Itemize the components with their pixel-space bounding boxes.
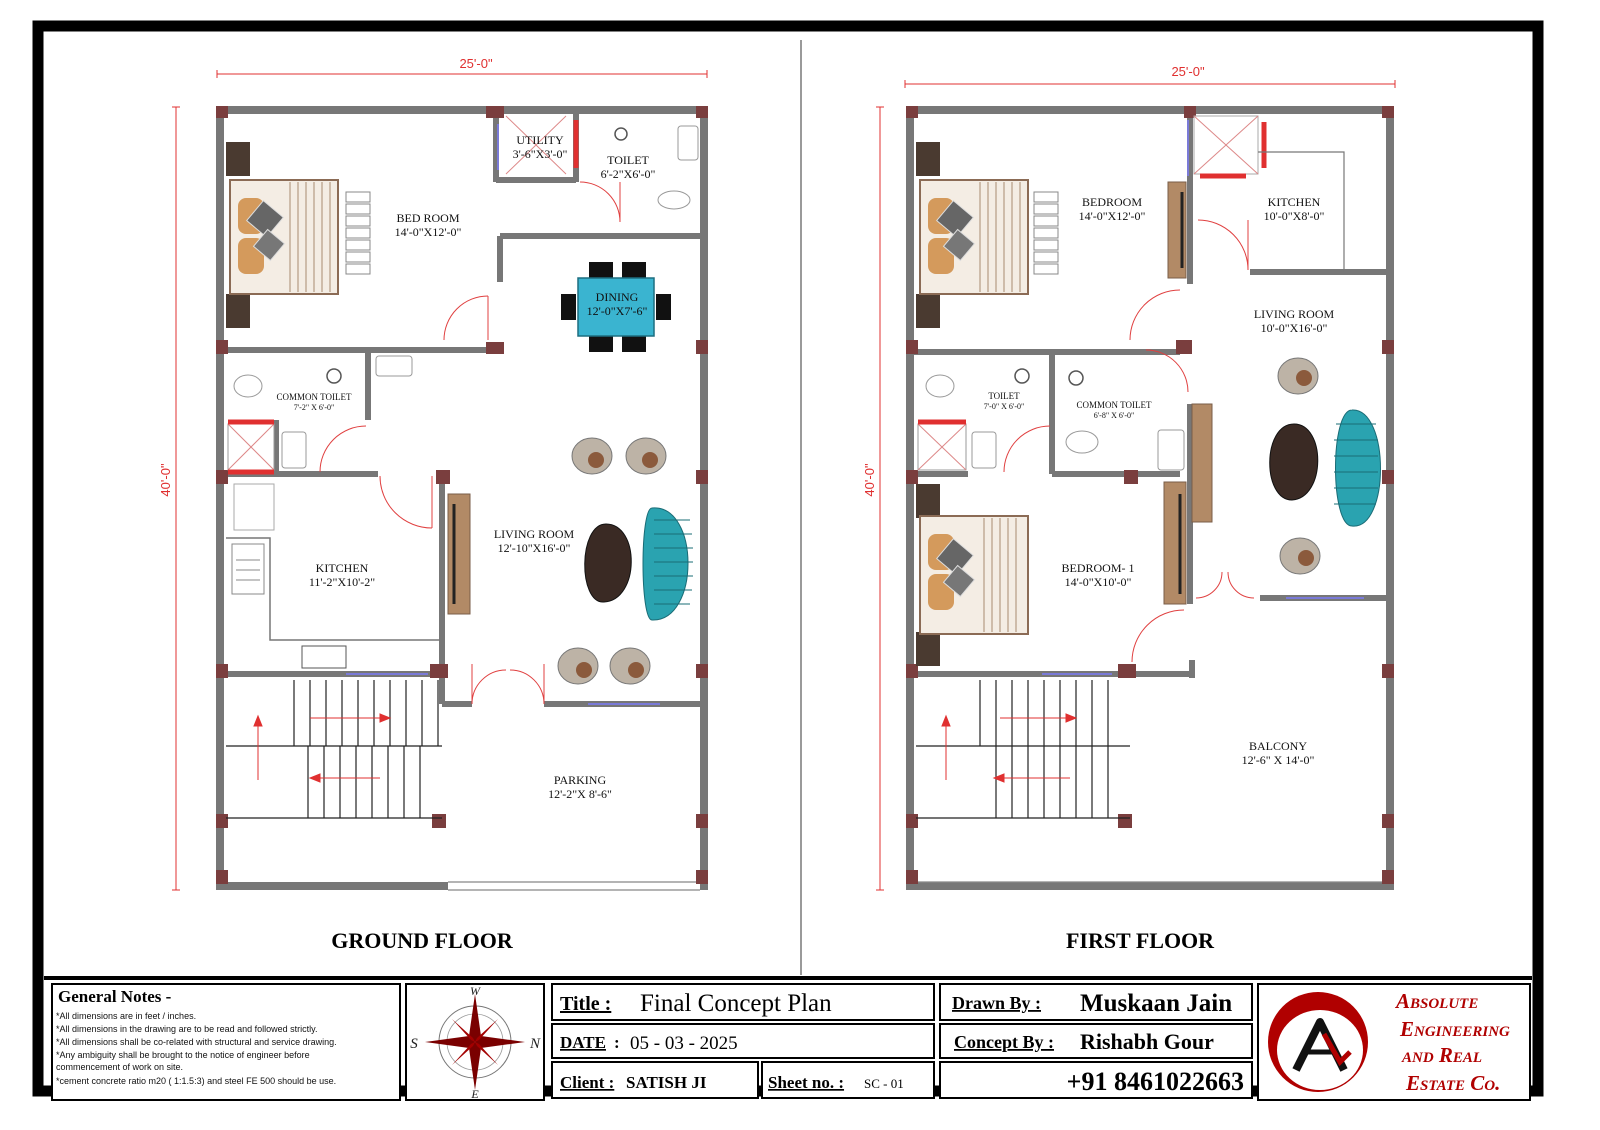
- first-floor-plan: [862, 64, 1395, 953]
- ff-bed: [916, 142, 1028, 328]
- ff-room-kitchen-name: KITCHEN: [1267, 195, 1321, 209]
- gf-room-kitchen-name: KITCHEN: [315, 561, 369, 575]
- ff-room-kitchen-size: 10'-0"X8'-0": [1263, 209, 1325, 223]
- general-note-5: commencement of work on site.: [56, 1062, 184, 1072]
- general-note-4: *Any ambiguity shall be brought to the notice of engineer before: [56, 1050, 310, 1060]
- general-note-1: *All dimensions are in feet / inches.: [56, 1011, 197, 1021]
- phone-number: +91 8461022663: [1066, 1067, 1244, 1096]
- gf-room-utility-name: UTILITY: [516, 133, 564, 147]
- drawn-by-value: Muskaan Jain: [1080, 990, 1233, 1017]
- gf-wardrobe: [346, 192, 370, 274]
- gf-bed: [226, 142, 338, 328]
- ff-room-toilet-name: TOILET: [988, 391, 1020, 401]
- ff-depth-dimension: 40'-0": [862, 463, 877, 497]
- gf-room-common-toilet-name: COMMON TOILET: [276, 392, 352, 402]
- concept-by-value: Rishabh Gour: [1080, 1029, 1214, 1054]
- general-note-2: *All dimensions in the drawing are to be read and followed strictly.: [56, 1024, 318, 1034]
- gf-room-parking-size: 12'-2"X 8'-6": [548, 787, 612, 801]
- gf-room-bedroom-size: 14'-0"X12'-0": [394, 225, 462, 239]
- sheet-number-label: Sheet no. :: [768, 1073, 845, 1092]
- ff-bed-1: [916, 484, 1028, 666]
- gf-room-bedroom-name: BED ROOM: [396, 211, 460, 225]
- ff-room-bedroom-size: 14'-0"X12'-0": [1078, 209, 1146, 223]
- ff-room-bedroom1-name: BEDROOM- 1: [1061, 561, 1135, 575]
- ff-room-common-toilet-size: 6'-8" X 6'-0": [1093, 411, 1135, 420]
- gf-depth-dimension: 40'-0": [158, 463, 173, 497]
- general-note-6: *cement concrete ratio m20 ( 1:1.5:3) and steel FE 500 should be use.: [56, 1076, 337, 1086]
- client-label: Client :: [560, 1073, 615, 1092]
- ff-room-balcony-size: 12'-6" X 14'-0": [1241, 753, 1315, 767]
- ff-room-toilet-size: 7'-0" X 6'-0": [983, 402, 1025, 411]
- ff-bedroom1-tv-unit: [1164, 482, 1186, 604]
- general-notes-heading: General Notes -: [58, 987, 172, 1006]
- title-value: Final Concept Plan: [640, 990, 832, 1017]
- company-name-line1: Absolute: [1396, 989, 1479, 1013]
- gf-room-parking-name: PARKING: [553, 773, 607, 787]
- ground-floor-plan: [158, 56, 708, 953]
- date-label: DATE: [560, 1033, 606, 1052]
- date-value: 05 - 03 - 2025: [630, 1033, 738, 1054]
- ff-stair-arrows: [942, 714, 1076, 782]
- gf-room-utility-size: 3'-6"X3'-0": [512, 147, 568, 161]
- title-label: Title :: [560, 993, 612, 1015]
- date-box: [552, 1024, 934, 1058]
- ff-room-common-toilet-name: COMMON TOILET: [1076, 400, 1152, 410]
- gf-common-toilet-fixtures: [228, 356, 412, 472]
- concept-by-label: Concept By :: [954, 1032, 1054, 1052]
- compass-east-label: E: [471, 1087, 479, 1101]
- gf-width-dimension: 25'-0": [459, 56, 493, 71]
- drawn-by-label: Drawn By :: [952, 993, 1041, 1013]
- company-logo-icon: [1268, 992, 1368, 1092]
- sheet-number-value: SC - 01: [864, 1076, 904, 1091]
- ff-room-living-size: 10'-0"X16'-0": [1260, 321, 1328, 335]
- gf-tv-unit: [448, 494, 470, 614]
- ff-plan-title: FIRST FLOOR: [1065, 928, 1215, 953]
- gf-stair-arrows: [254, 714, 390, 782]
- ff-kitchen-fixtures: [1194, 116, 1344, 272]
- general-note-3: *All dimensions shall be co-related with structural and service drawing.: [56, 1037, 337, 1047]
- gf-living-furniture: [558, 438, 693, 684]
- gf-room-common-toilet-size: 7'-2" X 6'-0": [293, 403, 335, 412]
- client-value: SATISH JI: [626, 1073, 707, 1092]
- gf-room-toilet-size: 6'-2"X6'-0": [600, 167, 656, 181]
- title-block: [52, 984, 1530, 1101]
- gf-room-living-name: LIVING ROOM: [493, 527, 575, 541]
- ff-room-bedroom1-size: 14'-0"X10'-0": [1064, 575, 1132, 589]
- ff-staircase: [916, 680, 1130, 818]
- gf-room-kitchen-size: 11'-2"X10'-2": [308, 575, 376, 589]
- ff-wardrobe: [1034, 192, 1058, 274]
- company-name-line2: Engineering: [1400, 1017, 1510, 1041]
- ff-living-furniture: [1270, 358, 1381, 574]
- gf-plan-title: GROUND FLOOR: [331, 928, 513, 953]
- compass-south-label: S: [410, 1036, 418, 1052]
- compass-west-label: W: [470, 984, 480, 998]
- gf-room-dining-name: DINING: [595, 290, 639, 304]
- ff-room-bedroom-name: BEDROOM: [1081, 195, 1143, 209]
- compass-north-label: N: [529, 1036, 541, 1052]
- ff-width-dimension: 25'-0": [1171, 64, 1205, 79]
- company-name-line3: and Real: [1402, 1043, 1483, 1067]
- ff-room-living-name: LIVING ROOM: [1253, 307, 1335, 321]
- gf-room-toilet-name: TOILET: [607, 153, 649, 167]
- ff-room-balcony-name: BALCONY: [1248, 739, 1308, 753]
- date-separator: :: [614, 1033, 620, 1052]
- company-name-line4: Estate Co.: [1406, 1071, 1501, 1095]
- gf-room-living-size: 12'-10"X16'-0": [497, 541, 571, 555]
- gf-room-dining-size: 12'-0"X7'-6": [586, 304, 648, 318]
